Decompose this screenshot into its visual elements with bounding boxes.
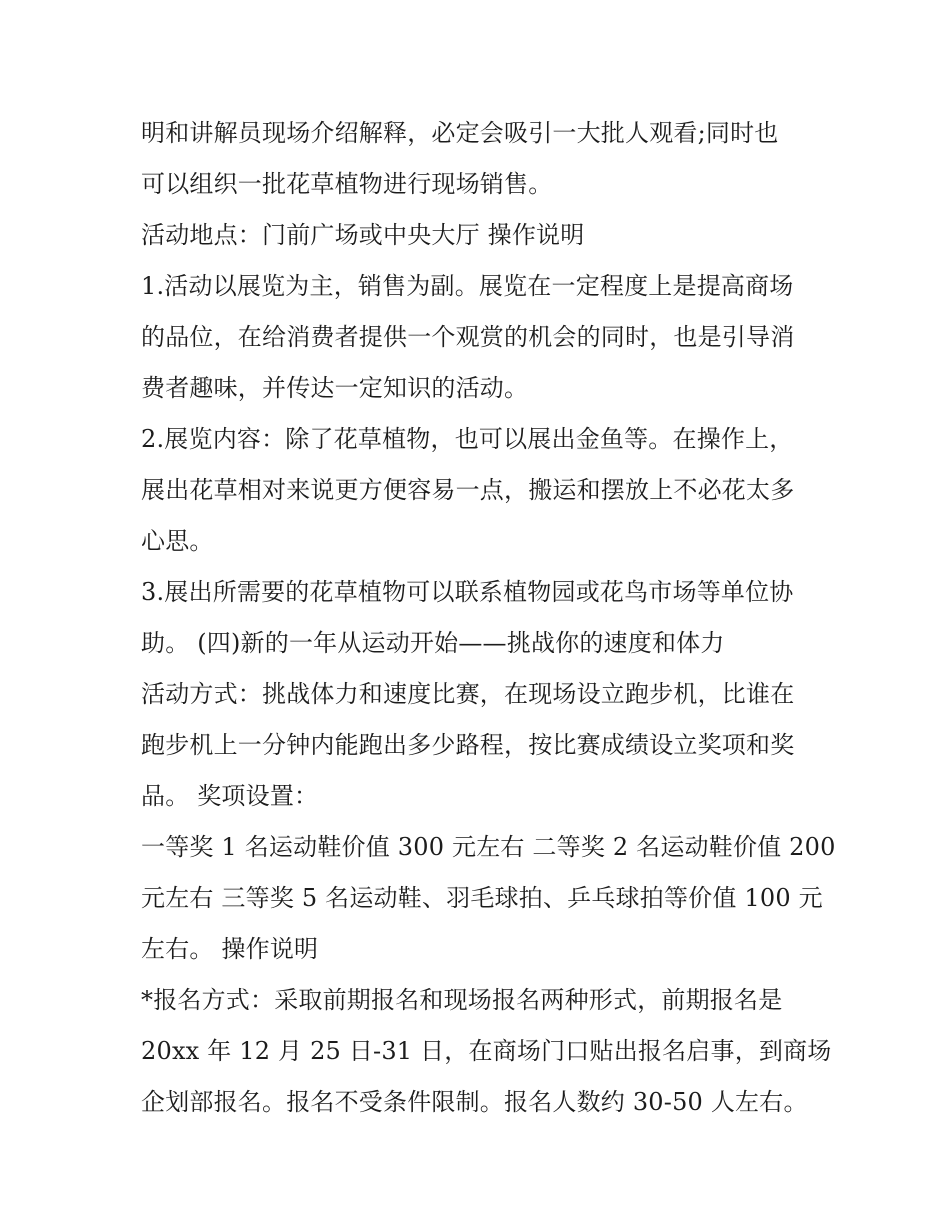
text-line: 可以组织一批花草植物进行现场销售。	[141, 170, 553, 198]
text-line: 活动地点：门前广场或中央大厅 操作说明	[141, 221, 585, 249]
text-line: 明和讲解员现场介绍解释，必定会吸引一大批人观看;同时也	[141, 119, 779, 147]
text-line: 2.展览内容：除了花草植物，也可以展出金鱼等。在操作上，	[141, 425, 794, 453]
text-line: 企划部报名。报名不受条件限制。报名人数约 30-50 人左右。	[141, 1088, 808, 1116]
text-line: 心思。	[141, 527, 214, 555]
text-line: 活动方式：挑战体力和速度比赛，在现场设立跑步机，比谁在	[141, 680, 795, 708]
text-line: 跑步机上一分钟内能跑出多少路程，按比赛成绩设立奖项和奖	[141, 731, 795, 759]
text-line: 助。 (四)新的一年从运动开始——挑战你的速度和体力	[141, 629, 725, 657]
text-line: 左右。 操作说明	[141, 935, 319, 963]
text-line: 一等奖 1 名运动鞋价值 300 元左右 二等奖 2 名运动鞋价值 200	[141, 833, 836, 861]
text-line: 展出花草相对来说更方便容易一点，搬运和摆放上不必花太多	[141, 476, 795, 504]
document-body	[141, 108, 841, 1128]
text-line: 元左右 三等奖 5 名运动鞋、羽毛球拍、乒乓球拍等价值 100 元	[141, 884, 823, 912]
text-line: *报名方式：采取前期报名和现场报名两种形式，前期报名是	[141, 986, 783, 1014]
text-line: 20xx 年 12 月 25 日-31 日，在商场门口贴出报名启事，到商场	[141, 1037, 832, 1065]
text-line: 费者趣味，并传达一定知识的活动。	[141, 374, 529, 402]
text-line: 品。 奖项设置：	[141, 782, 319, 810]
text-line: 3.展出所需要的花草植物可以联系植物园或花鸟市场等单位协	[141, 578, 794, 606]
text-line: 1.活动以展览为主，销售为副。展览在一定程度上是提高商场	[141, 272, 794, 300]
text-line: 的品位，在给消费者提供一个观赏的机会的同时，也是引导消	[141, 323, 795, 351]
